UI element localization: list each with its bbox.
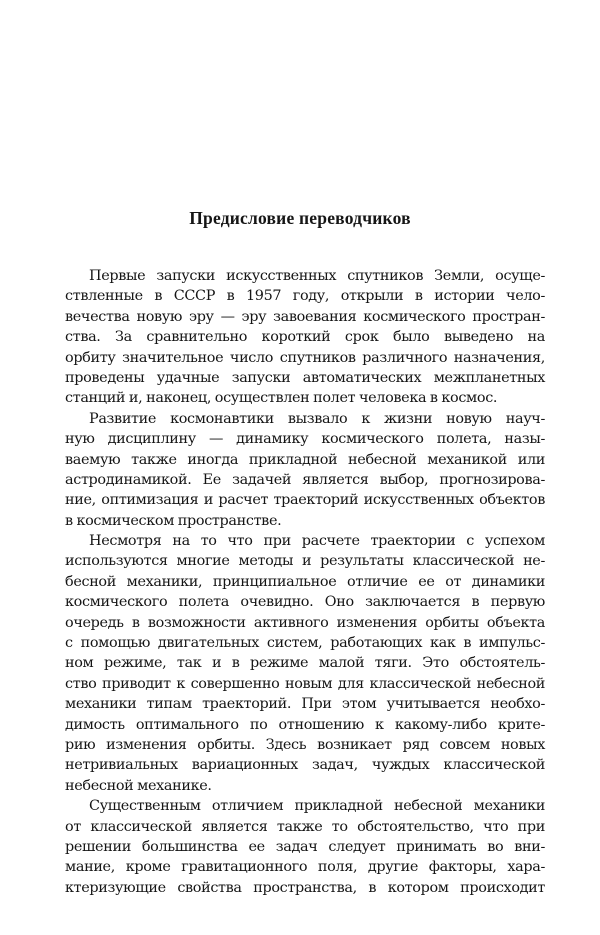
text-line: станций и, наконец, осуществлен полет человека в космос.	[65, 390, 498, 407]
text-line: рию изменения орбиты. Здесь возникает ряд совсем новых	[65, 736, 545, 753]
text-line: орбиту значительное число спутников различного назначения,	[65, 349, 545, 366]
text-line: ную дисциплину — динамику космического полета, назы-	[65, 431, 545, 448]
text-line: астродинамикой. Ее задачей является выбор, прогнозирова-	[65, 471, 545, 488]
text-line: Развитие космонавтики вызвало к жизни новую науч-	[89, 410, 545, 427]
text-line: используются многие методы и результаты классической не-	[65, 553, 545, 570]
text-line: ства. За сравнительно короткий срок было выведено на	[65, 329, 545, 346]
text-line: ном режиме, так и в режиме малой тяги. Это обстоятель-	[65, 655, 545, 672]
text-line: механики типам траекторий. При этом учитывается необхо-	[65, 696, 545, 713]
text-line: Существенным отличием прикладной небесной механики	[89, 798, 545, 815]
page-title: Предисловие переводчиков	[189, 208, 411, 228]
text-line: ктеризующие свойства пространства, в котором происходит	[65, 879, 545, 896]
paragraph-2	[65, 409, 545, 531]
text-line: вечества новую эру — эру завоевания космического простран-	[65, 308, 545, 325]
text-line: в космическом пространстве.	[65, 512, 282, 529]
text-line: мание, кроме гравитационного поля, другие факторы, хара-	[65, 859, 545, 876]
text-line: ство приводит к совершенно новым для классической небесной	[65, 675, 545, 692]
text-line: от классической является также то обстоятельство, что при	[65, 818, 545, 835]
text-line: проведены удачные запуски автоматических межпланетных	[65, 369, 545, 386]
text-line: нетривиальных вариационных задач, чуждых классической	[65, 757, 545, 774]
body-text	[65, 266, 545, 898]
paragraph-3	[65, 531, 545, 796]
text-line: Несмотря на то что при расчете траектории с успехом	[89, 533, 545, 550]
text-line: димость оптимального по отношению к какому-либо крите-	[65, 716, 545, 733]
paragraph-4	[65, 796, 545, 898]
text-line: Первые запуски искусственных спутников Земли, осуще-	[89, 268, 545, 284]
text-line: решении большинства ее задач следует принимать во вни-	[65, 838, 545, 855]
paragraph-1	[65, 266, 545, 409]
text-line: с помощью двигательных систем, работающих как в импульс-	[65, 635, 545, 652]
text-line: небесной механике.	[65, 777, 212, 794]
text-line: ствленные в СССР в 1957 году, открыли в истории чело-	[65, 288, 545, 305]
text-line: космического полета очевидно. Оно заключается в первую	[65, 594, 545, 611]
text-line: бесной механики, принципиальное отличие ее от динамики	[65, 573, 545, 590]
text-line: ние, оптимизация и расчет траекторий искусственных объектов	[65, 492, 545, 509]
text-line: очередь в возможности активного изменения орбиты объекта	[65, 614, 545, 631]
text-line: ваемую также иногда прикладной небесной механикой или	[65, 451, 545, 468]
